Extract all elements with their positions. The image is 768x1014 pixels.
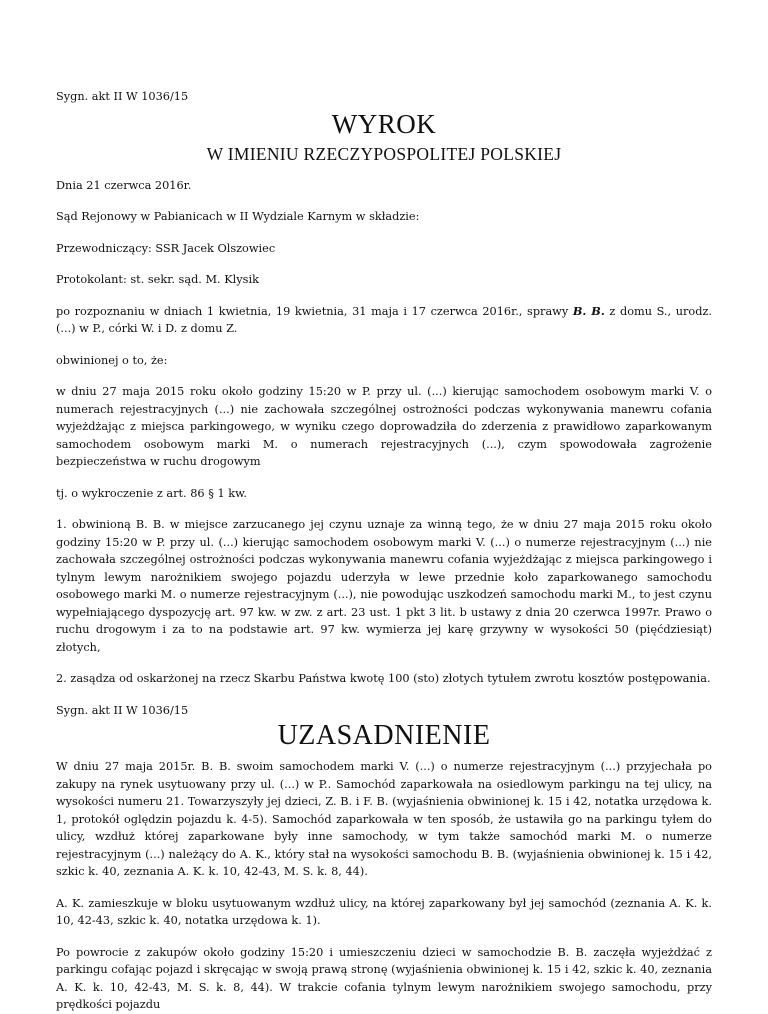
verdict-point-1: 1. obwinioną B. B. w miejsce zarzucanego jej czynu uznaje za winną tego, że w dniu 27 maja 2015 roku około godziny 15:20 w P. przy ul. (...) kierując samochodem osobowym marki V. (...) o numerze rejestracyjnym (...) nie zachowała szczególnej ostrożności podczas wykonywania manewru cofania wyjeżdżając z miejsca parkingowego i tylnym lewym narożnikiem swojego pojazdu uderzyła w lewe przednie koło zaparkowanego samochodu osobowego marki M. o numerze rejestracyjnym (...), nie powodując uszkodzeń samochodu marki M., to jest czynu wypełniającego dyspozycję art. 97 kw. w zw. z art. 23 ust. 1 pkt 3 lit. b ustawy z dnia 20 czerwca 1997r. Prawo o ruchu drogowym i za to na podstawie art. 97 kw. wymierza jej karę grzywny w wysokości 50 (pięćdziesiąt) złotych, xyxy=(56,518,712,654)
justification-title: UZASADNIENIE xyxy=(277,720,491,752)
charge-paragraph: w dniu 27 maja 2015 roku około godziny 15:20 w P. przy ul. (...) kierując samochodem osobowym marki V. o numerach rejestracyjnych (...) nie zachowała szczególnej ostrożności podczas wykonywania manewru cofania wyjeżdżając z miejsca parkingowego, w wyniku czego doprowadziła do zderzenia z prawidłowo zaparkowanym samochodem osobowym marki M. o numerach rejestracyjnych (...), czym spowodowała zagrożenie bezpieczeństwa w ruchu drogowym xyxy=(56,385,712,469)
accused-name: B. B. xyxy=(572,303,605,318)
document-subtitle: W IMIENIU RZECZYPOSPOLITEJ POLSKIEJ xyxy=(206,143,562,164)
court-line: Sąd Rejonowy w Pabianicach w II Wydziale Karnym w składzie: xyxy=(56,210,420,224)
document-title: WYROK xyxy=(331,108,437,139)
verdict-point-2: 2. zasądza od oskarżonej na rzecz Skarbu Państwa kwotę 100 (sto) złotych tytułem zwrotu kosztów postępowania. xyxy=(56,672,711,686)
offense-line: tj. o wykroczenie z art. 86 § 1 kw. xyxy=(56,486,247,500)
case-text-pre: po rozpoznaniu w dniach 1 kwietnia, 19 kwietnia, 31 maja i 17 czerwca 2016r., sprawy xyxy=(56,304,573,318)
case-paragraph xyxy=(56,303,712,338)
justification-paragraph-2: A. K. zamieszkuje w bloku usytuowanym wzdłuż ulicy, na której zaparkowany był jej samochód (zeznania A. K. k. 10, 42-43, szkic k. 40, notatka urzędowa k. 1). xyxy=(56,896,712,928)
accused-line: obwinionej o to, że: xyxy=(56,353,168,367)
justification-paragraph-1: W dniu 27 maja 2015r. B. B. swoim samochodem marki V. (...) o numerze rejestracyjnym (...) przyjechała po zakupy na rynek usytuowany przy ul. (...) w P.. Samochód zaparkowała na osiedlowym parkingu na tej ulicy, na wysokości numeru 21. Towarzyszyły jej dzieci, Z. B. i F. B. (wyjaśnienia obwinionej k. 15 i 42, notatka urzędowa k. 1, protokół oględzin pojazdu k. 4-5). Samochód zaparkowała w ten sposób, że ustawiła go na parkingu tyłem do ulicy, wzdłuż której zaparkowane były inne samochody, w tym także samochód marki M. o numerze rejestracyjnym (...) należący do A. K., który stał na wysokości samochodu B. B. (wyjaśnienia obwinionej k. 15 i 42, szkic k. 40, zeznania A. K. k. 10, 42-43, M. S. k. 8, 44). xyxy=(56,760,712,879)
case-text-post: z domu S., urodz. (...) w P., córki W. i D. z domu Z. xyxy=(56,304,712,336)
presiding-judge: Przewodniczący: SSR Jacek Olszowiec xyxy=(56,241,276,255)
court-clerk: Protokolant: st. sekr. sąd. M. Klysik xyxy=(56,273,259,287)
case-signature: Sygn. akt II W 1036/15 xyxy=(56,90,189,103)
justification-paragraph-3: Po powrocie z zakupów około godziny 15:20 i umieszczeniu dzieci w samochodzie B. B. zaczęła wyjeżdżać z parkingu cofając pojazd i skręcając w swoją prawą stronę (wyjaśnienia obwinionej k. 15 i 42, szkic k. 40, zeznania A. K. k. 10, 42-43, M. S. k. 8, 44). W trakcie cofania tylnym lewym narożnikiem swojego samochodu, przy prędkości pojazdu xyxy=(56,945,712,1012)
case-signature-2: Sygn. akt II W 1036/15 xyxy=(56,703,189,717)
date-line: Dnia 21 czerwca 2016r. xyxy=(56,178,192,192)
